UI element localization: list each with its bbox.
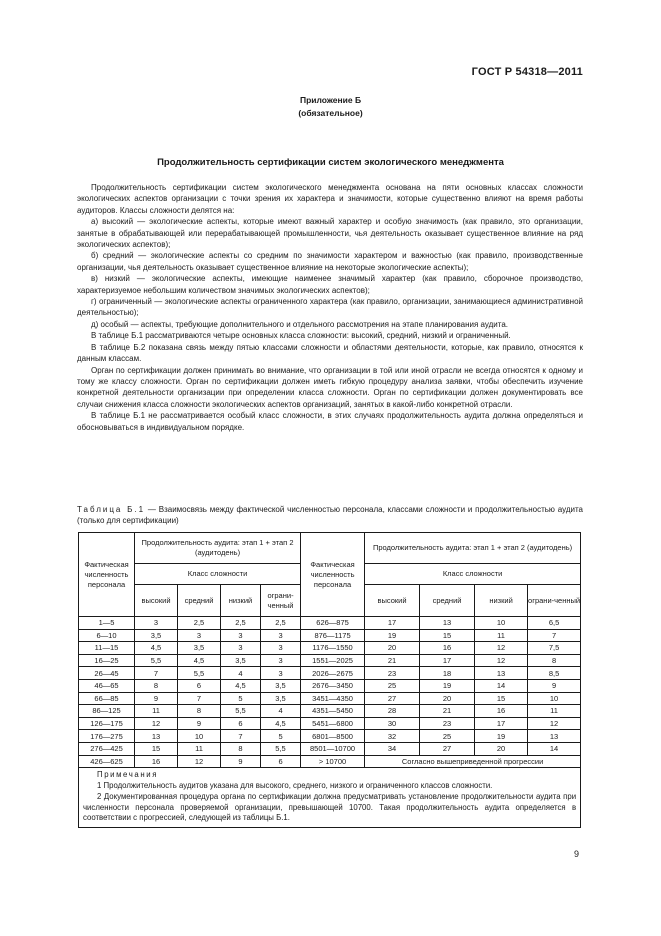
table-cell: 9: [528, 679, 581, 692]
table-cell: 2,5: [178, 617, 221, 630]
table-cell: 15: [475, 692, 528, 705]
annex-title: Приложение Б: [299, 95, 362, 105]
table-cell: 21: [420, 705, 475, 718]
table-cell: 4351—5450: [301, 705, 365, 718]
table-cell: 10: [528, 692, 581, 705]
table-cell: 11: [135, 705, 178, 718]
table-cell: 5,5: [261, 742, 301, 755]
header-class-right: Класс сложности: [365, 564, 581, 585]
table-caption-label: Таблица Б.1: [77, 505, 146, 514]
table-row: [79, 705, 581, 718]
table-cell: 18: [420, 667, 475, 680]
header-medium: средний: [420, 585, 475, 617]
table-cell: 2,5: [261, 617, 301, 630]
paragraph: В таблице Б.1 рассматриваются четыре основных класса сложности: высокий, средний, низкий и ограниченный.: [91, 331, 511, 341]
table-cell: 8501—10700: [301, 742, 365, 755]
table-caption-text: — Взаимосвязь между фактической численностью персонала, классами сложности и продолжительностью аудита (только для сертификации): [77, 505, 583, 526]
annex-heading: [0, 94, 661, 120]
table-cell: 16: [475, 705, 528, 718]
notes-cell: [79, 768, 581, 828]
table-cell: 19: [365, 629, 420, 642]
table-row: [79, 679, 581, 692]
table-cell: 10: [475, 617, 528, 630]
table-cell: 3,5: [261, 679, 301, 692]
table-cell: 4,5: [261, 717, 301, 730]
table-cell: 19: [420, 679, 475, 692]
table-cell: 66—85: [79, 692, 135, 705]
table-row: [79, 692, 581, 705]
notes-heading: Примечания: [97, 770, 159, 780]
table-cell: 7: [135, 667, 178, 680]
table-cell: > 10700: [301, 755, 365, 768]
table-cell: 6—10: [79, 629, 135, 642]
table-cell: 11: [528, 705, 581, 718]
table-cell: 626—875: [301, 617, 365, 630]
table-cell: 12: [475, 642, 528, 655]
table-cell: 426—625: [79, 755, 135, 768]
table-cell: 7: [528, 629, 581, 642]
paragraph: Орган по сертификации должен принимать во внимание, что организации в той или иной отрасли не всегда относятся к одному и тому же классу сложности. Орган по сертификации должен иметь гибкую процедуру анализа заявки, чтобы обеспечить изучение конкретной деятельности организации при определении класса сложности. Орган по сертификации должен документировать все случаи снижения класса сложности экологических аспектов организаций, занятых в какой-либо конкретной отрасли.: [77, 365, 583, 409]
table-cell: 12: [528, 717, 581, 730]
paragraph: г) ограниченный — экологические аспекты ограниченного характера (как правило, организации, занимающиеся административной деятельностью);: [77, 297, 583, 318]
table-cell: 8: [528, 654, 581, 667]
table-cell: 3: [261, 667, 301, 680]
table-cell: 15: [420, 629, 475, 642]
table-row: [79, 730, 581, 743]
table-cell: 16—25: [79, 654, 135, 667]
table-cell: 7,5: [528, 642, 581, 655]
header-limited: ограни-ченный: [528, 585, 581, 617]
table-row: [79, 629, 581, 642]
table-caption: [77, 504, 583, 527]
table-cell: 5451—6800: [301, 717, 365, 730]
paragraph: В таблице Б.2 показана связь между пятью классами сложности и областями деятельности, которые, как правило, относятся к данным классам.: [77, 342, 583, 364]
table-cell: 3,5: [135, 629, 178, 642]
header-medium: средний: [178, 585, 221, 617]
table-header: [79, 533, 581, 617]
paragraph: а) высокий — экологические аспекты, которые имеют важный характер и особую значимость (как правило, это организации, занятые в обрабатывающей или перерабатывающей промышленности, чья деятельность оказывает существенное влияние на ряд экологических аспектов);: [77, 217, 583, 250]
header-limited: ограни-ченный: [261, 585, 301, 617]
paragraph: д) особый — аспекты, требующие дополнительного и отдельного рассмотрения на этапе планирования аудита.: [91, 319, 509, 329]
table-cell: 27: [420, 742, 475, 755]
table-cell: 17: [365, 617, 420, 630]
table-body: [79, 617, 581, 768]
table-cell: 8: [135, 679, 178, 692]
table-cell: 4,5: [221, 679, 261, 692]
table-cell: 7: [178, 692, 221, 705]
table-cell: 30: [365, 717, 420, 730]
table-cell: 1176—1550: [301, 642, 365, 655]
header-staff-right: Фактическая численность персонала: [301, 533, 365, 617]
table-cell: 12: [135, 717, 178, 730]
table-cell: 15: [135, 742, 178, 755]
table-cell: 16: [420, 642, 475, 655]
table-cell: 16: [135, 755, 178, 768]
table-cell: 5,5: [221, 705, 261, 718]
table-cell: 5,5: [135, 654, 178, 667]
header-high: высокий: [135, 585, 178, 617]
table-cell: 11: [475, 629, 528, 642]
table-cell: 3: [261, 642, 301, 655]
table-row: [79, 617, 581, 630]
table-cell: 5: [261, 730, 301, 743]
table-cell: 1551—2025: [301, 654, 365, 667]
table-notes: [79, 768, 581, 828]
document-code: ГОСТ Р 54318—2011: [471, 66, 583, 78]
table-cell: 876—1175: [301, 629, 365, 642]
header-low: низкий: [475, 585, 528, 617]
table-cell: 19: [475, 730, 528, 743]
table-cell: 6801—8500: [301, 730, 365, 743]
table-cell: 6: [261, 755, 301, 768]
table-cell: 13: [528, 730, 581, 743]
table-cell: 25: [420, 730, 475, 743]
note-item: 1 Продолжительность аудитов указана для высокого, среднего, низкого и ограниченного классов сложности.: [97, 780, 493, 790]
paragraph: в) низкий — экологические аспекты, имеющие наименее значимый характер (как правило, сборочное производство, характеризуемое небольшим количеством значимых экологических аспектов);: [77, 274, 583, 295]
table-cell: 12: [475, 654, 528, 667]
table-row: [79, 654, 581, 667]
table-cell: 2676—3450: [301, 679, 365, 692]
table-cell: 3: [261, 629, 301, 642]
table-cell: 25: [365, 679, 420, 692]
table-cell: 9: [178, 717, 221, 730]
paragraph: В таблице Б.1 не рассматривается особый класс сложности, в этих случаях продолжительность аудита должна определяться и обосновываться в индивидуальном порядке.: [77, 411, 583, 432]
table-cell: 3: [178, 629, 221, 642]
annex-status: (обязательное): [298, 108, 363, 118]
table-cell: 2026—2675: [301, 667, 365, 680]
table-cell: 3,5: [221, 654, 261, 667]
table-cell: 3,5: [261, 692, 301, 705]
table-cell: 8: [221, 742, 261, 755]
table-row: [79, 667, 581, 680]
table-cell: 11: [178, 742, 221, 755]
table-cell: 4,5: [178, 654, 221, 667]
table-cell: 34: [365, 742, 420, 755]
table-row: [79, 742, 581, 755]
paragraph: Продолжительность сертификации систем экологического менеджмента основана на пяти основных классах сложности экологических аспектов организации с точки зрения их характера и значимости, которые существенно влияют на время работы аудиторов. Классы сложности делятся на:: [77, 183, 583, 215]
table-row: [79, 755, 581, 768]
table-cell: 20: [365, 642, 420, 655]
table-cell: 21: [365, 654, 420, 667]
table-cell: 6: [178, 679, 221, 692]
table-cell: 4,5: [135, 642, 178, 655]
table-cell: 3: [261, 654, 301, 667]
table-row: [79, 642, 581, 655]
header-low: низкий: [221, 585, 261, 617]
header-high: высокий: [365, 585, 420, 617]
header-duration-right: Продолжительность аудита: этап 1 + этап 2 (аудитодень): [365, 533, 581, 564]
table-cell: 10: [178, 730, 221, 743]
body-text: [77, 182, 583, 433]
table-cell: 9: [221, 755, 261, 768]
page-number: 9: [573, 849, 579, 859]
table-cell: 3: [221, 642, 261, 655]
table-cell: 12: [178, 755, 221, 768]
table-cell: 23: [420, 717, 475, 730]
table-cell: 27: [365, 692, 420, 705]
table-cell: 6,5: [528, 617, 581, 630]
table-cell: 3: [135, 617, 178, 630]
table-cell: Согласно вышеприведенной прогрессии: [365, 755, 581, 768]
table-cell: 5,5: [178, 667, 221, 680]
table-cell: 14: [475, 679, 528, 692]
table-cell: 26—45: [79, 667, 135, 680]
header-duration-left: Продолжительность аудита: этап 1 + этап 2 (аудитодень): [135, 533, 301, 564]
table-cell: 17: [475, 717, 528, 730]
table-cell: 4: [221, 667, 261, 680]
table-cell: 13: [135, 730, 178, 743]
paragraph: б) средний — экологические аспекты со средним по значимости характером и важностью (как правило, производственные организации, чья деятельность оказывает существенное влияние на некоторые экологические аспекты);: [77, 251, 583, 272]
section-title: Продолжительность сертификации систем экологического менеджмента: [157, 157, 504, 168]
table-cell: 23: [365, 667, 420, 680]
table-cell: 3451—4350: [301, 692, 365, 705]
table-cell: 8,5: [528, 667, 581, 680]
table-cell: 46—65: [79, 679, 135, 692]
table-cell: 14: [528, 742, 581, 755]
table-cell: 9: [135, 692, 178, 705]
table-cell: 32: [365, 730, 420, 743]
table-cell: 2,5: [221, 617, 261, 630]
table-cell: 8: [178, 705, 221, 718]
table-cell: 3: [221, 629, 261, 642]
table-cell: 1—5: [79, 617, 135, 630]
table-cell: 126—175: [79, 717, 135, 730]
table-cell: 3,5: [178, 642, 221, 655]
table-row: [79, 717, 581, 730]
duration-table: [78, 532, 581, 828]
table-cell: 7: [221, 730, 261, 743]
table-cell: 176—275: [79, 730, 135, 743]
table-cell: 13: [475, 667, 528, 680]
table-cell: 17: [420, 654, 475, 667]
header-staff-left: Фактическая численность персонала: [79, 533, 135, 617]
table-cell: 86—125: [79, 705, 135, 718]
table-cell: 5: [221, 692, 261, 705]
table-cell: 28: [365, 705, 420, 718]
table-cell: 11—15: [79, 642, 135, 655]
table-cell: 6: [221, 717, 261, 730]
table-cell: 20: [420, 692, 475, 705]
header-class-left: Класс сложности: [135, 564, 301, 585]
table-cell: 4: [261, 705, 301, 718]
note-item: 2 Документированная процедура органа по сертификации должна предусматривать установление продолжительности аудита при численности персонала проверяемой организации, превышающей 10700. Такая продолжительность аудита определяется в соответствии с прогрессией, следующей из таблицы Б.1.: [83, 791, 577, 823]
table-cell: 276—425: [79, 742, 135, 755]
table-cell: 20: [475, 742, 528, 755]
table-cell: 13: [420, 617, 475, 630]
